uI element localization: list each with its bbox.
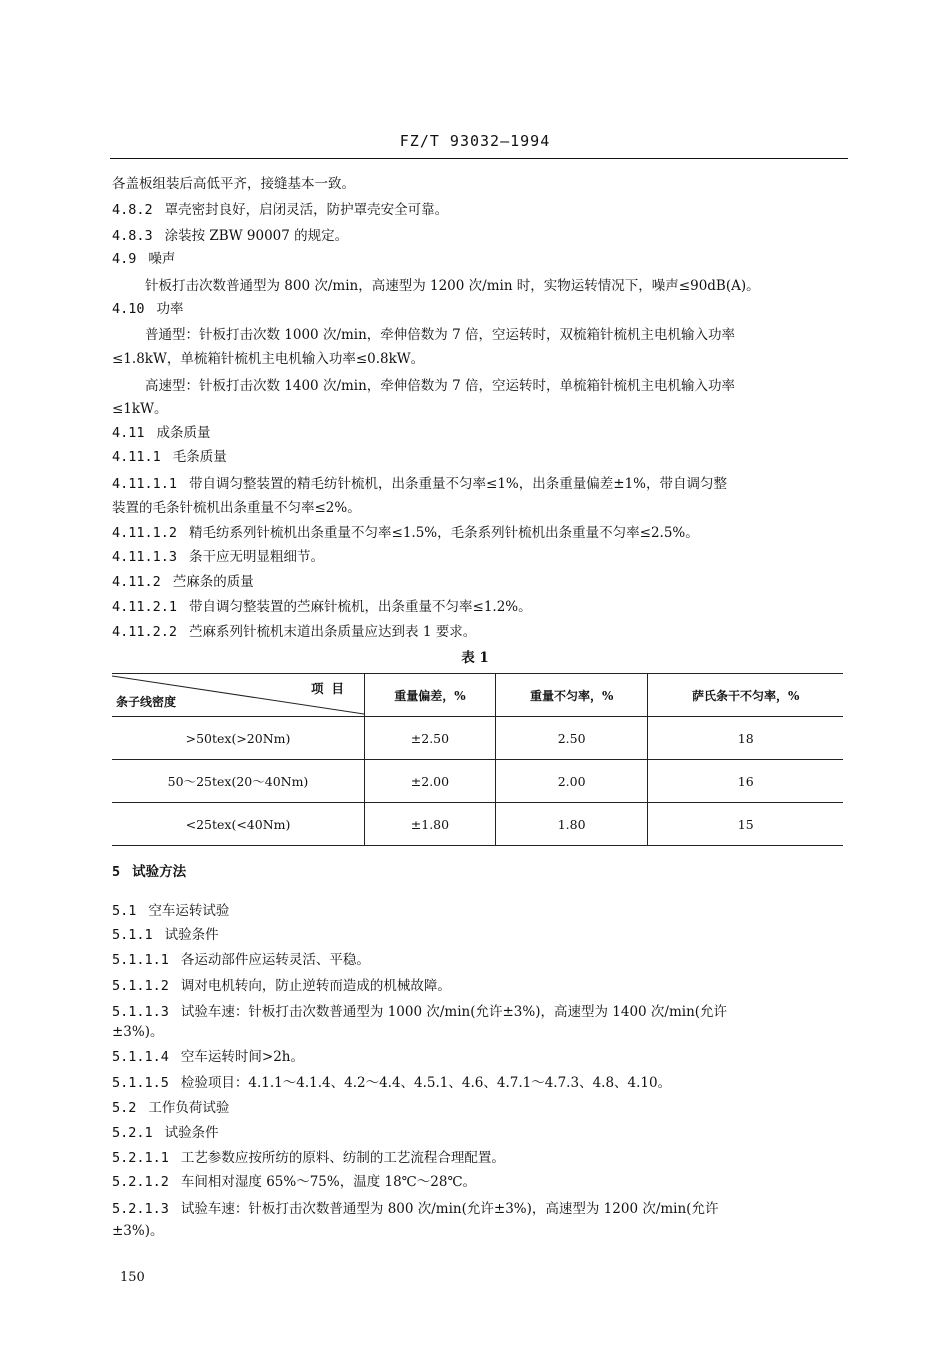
text-line: 高速型：针板打击次数 1400 次/min，牵伸倍数为 7 倍，空运转时，单梳箱针梳机主电机输入功率 — [145, 378, 735, 394]
column-header: 重量不匀率，% — [495, 674, 648, 717]
cell: 1.80 — [495, 803, 648, 846]
text-line: ≤1.8kW，单梳箱针梳机主电机输入功率≤0.8kW。 — [112, 351, 425, 367]
cell: 2.50 — [495, 717, 648, 760]
corner-top-label: 项目 — [310, 681, 352, 696]
text-line: ±3%)。 — [112, 1223, 164, 1239]
cell: 2.00 — [495, 760, 648, 803]
text-line: 4.11.1.1 带自调匀整装置的精毛纺针梳机，出条重量不匀率≤1%，出条重量偏差±1%，带自调匀整 — [112, 476, 727, 492]
row-label: >50tex(>20Nm) — [112, 717, 365, 760]
column-header: 重量偏差，% — [365, 674, 496, 717]
cell: ±2.50 — [365, 717, 496, 760]
text-line: ≤1kW。 — [112, 401, 168, 417]
text-line: 5.2.1.1 工艺参数应按所纺的原料、纺制的工艺流程合理配置。 — [112, 1150, 505, 1166]
text-line: 5.1.1.3 试验车速：针板打击次数普通型为 1000 次/min(允许±3%)，高速型为 1400 次/min(允许 — [112, 1004, 728, 1020]
text-line: 4.11.2.1 带自调匀整装置的苎麻针梳机，出条重量不匀率≤1.2%。 — [112, 599, 532, 615]
row-label: <25tex(<40Nm) — [112, 803, 365, 846]
text-line: 5.1.1.2 调对电机转向，防止逆转而造成的机械故障。 — [112, 978, 451, 994]
row-label: 50～25tex(20～40Nm) — [112, 760, 365, 803]
section-heading: 4.11 成条质量 — [112, 425, 211, 441]
section-heading: 5.1.1 试验条件 — [112, 927, 219, 943]
text-line: 装置的毛条针梳机出条重量不匀率≤2%。 — [112, 500, 361, 516]
section-heading: 4.11.2 苎麻条的质量 — [112, 574, 254, 590]
section-heading: 5.1 空车运转试验 — [112, 903, 230, 919]
table-row — [112, 760, 843, 803]
text-line: 5.1.1.5 检验项目：4.1.1～4.1.4、4.2～4.4、4.5.1、4.6、4.7.1～4.7.3、4.8、4.10。 — [112, 1075, 672, 1091]
text-line: 4.8.2 罩壳密封良好，启闭灵活，防护罩壳安全可靠。 — [112, 202, 449, 218]
cell: 16 — [648, 760, 843, 803]
text-line: 4.11.1.3 条干应无明显粗细节。 — [112, 549, 325, 565]
section-heading: 4.11.1 毛条质量 — [112, 449, 227, 465]
text-line: 5.1.1.4 空车运转时间>2h。 — [112, 1049, 305, 1065]
text-line: 4.11.2.2 苎麻系列针梳机末道出条质量应达到表 1 要求。 — [112, 624, 477, 640]
section-heading: 5.2 工作负荷试验 — [112, 1100, 230, 1116]
page-number: 150 — [120, 1270, 145, 1285]
section-heading: 4.9 噪声 — [112, 251, 176, 267]
text-line: 5.2.1.3 试验车速：针板打击次数普通型为 800 次/min(允许±3%)，高速型为 1200 次/min(允许 — [112, 1201, 719, 1217]
section-heading: 4.10 功率 — [112, 301, 184, 317]
cell: 18 — [648, 717, 843, 760]
text-line: 4.8.3 涂装按 ZBW 90007 的规定。 — [112, 228, 349, 244]
header-rule — [110, 158, 848, 159]
text-line: 针板打击次数普通型为 800 次/min，高速型为 1200 次/min 时，实物运转情况下，噪声≤90dB(A)。 — [145, 278, 760, 294]
table-row — [112, 717, 843, 760]
text-line: 5.2.1.2 车间相对湿度 65%～75%，温度 18℃～28℃。 — [112, 1174, 477, 1190]
text-line: 4.11.1.2 精毛纺系列针梳机出条重量不匀率≤1.5%，毛条系列针梳机出条重量不匀率≤2.5%。 — [112, 525, 699, 541]
cell: 15 — [648, 803, 843, 846]
table-caption: 表 1 — [461, 650, 489, 666]
corner-bottom-label: 条子线密度 — [116, 695, 177, 709]
table-corner-header — [112, 674, 365, 717]
section-heading: 5 试验方法 — [112, 864, 187, 880]
table-row — [112, 803, 843, 846]
cell: ±2.00 — [365, 760, 496, 803]
cell: ±1.80 — [365, 803, 496, 846]
column-header: 萨氏条干不匀率，% — [648, 674, 843, 717]
text-line: 5.1.1.1 各运动部件应运转灵活、平稳。 — [112, 952, 370, 968]
text-line: ±3%)。 — [112, 1024, 164, 1040]
section-heading: 5.2.1 试验条件 — [112, 1125, 219, 1141]
text-line: 各盖板组装后高低平齐，接缝基本一致。 — [112, 176, 355, 192]
page-header: FZ/T 93032—1994 — [399, 132, 551, 150]
text-line: 普通型：针板打击次数 1000 次/min，牵伸倍数为 7 倍，空运转时，双梳箱针梳机主电机输入功率 — [145, 327, 735, 343]
table-1 — [112, 673, 843, 846]
